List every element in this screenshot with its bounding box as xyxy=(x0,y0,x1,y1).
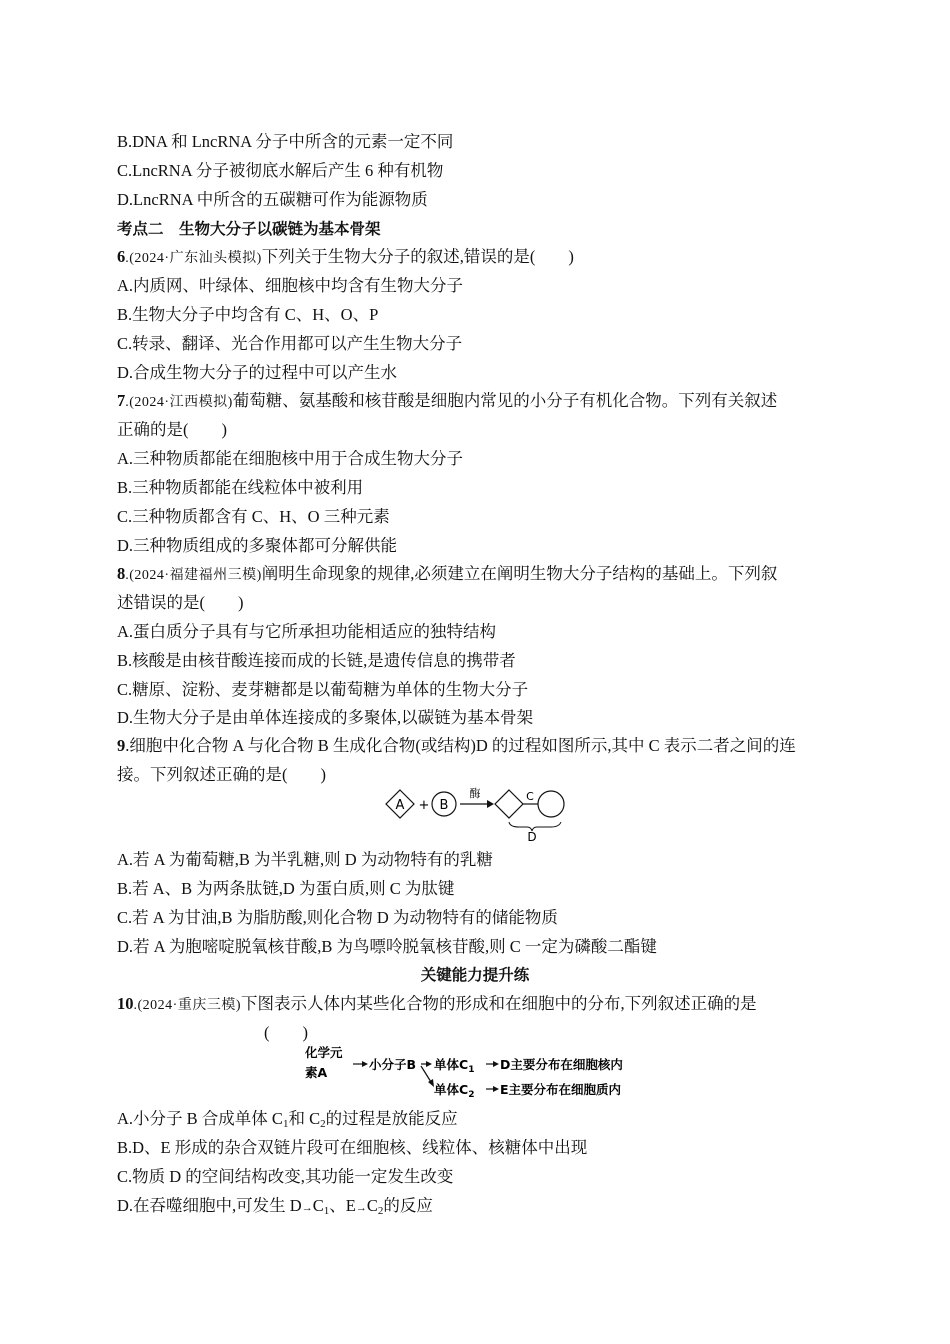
diamond-d-shape xyxy=(495,790,523,818)
q5-option-d: D.LncRNA 中所含的五碳糖可作为能源物质 xyxy=(117,190,428,209)
question-text: .细胞中化合物 A 与化合物 B 生成化合物(或结构)D 的过程如图所示,其中 C 表示二者之间的连 xyxy=(125,736,796,755)
label-element-line1: 化学元 xyxy=(305,1045,343,1060)
q10-option-d xyxy=(117,1196,433,1218)
arrow-symbol: → xyxy=(301,1202,313,1214)
question-6-stem xyxy=(117,247,574,269)
q8-option-a: A.蛋白质分子具有与它所承担功能相适应的独特结构 xyxy=(117,622,497,641)
label-monomer-c1 xyxy=(434,1057,474,1075)
q9-option-d: D.若 A 为胞嘧啶脱氧核苷酸,B 为鸟嘌呤脱氧核苷酸,则 C 一定为磷酸二酯键 xyxy=(117,937,657,956)
question-10-answer-blank: ( ) xyxy=(264,1023,308,1042)
question-text: 下列关于生物大分子的叙述,错误的是( ) xyxy=(261,247,574,266)
label-element-line2: 素A xyxy=(305,1065,328,1080)
question-text: 下图表示人体内某些化合物的形成和在细胞中的分布,下列叙述正确的是 xyxy=(241,994,757,1013)
arrow-head-icon xyxy=(493,1086,499,1092)
subscript: 1 xyxy=(282,1118,289,1130)
label-b: B xyxy=(439,798,449,813)
question-10-stem xyxy=(117,994,757,1016)
question-number: 7 xyxy=(117,391,126,410)
arrow-head-icon xyxy=(487,800,494,808)
option-text: D.在吞噬细胞中,可发生 D xyxy=(117,1196,302,1215)
label-monomer-c2 xyxy=(434,1082,474,1100)
label-e-distribution: E主要分布在细胞质内 xyxy=(500,1082,622,1097)
section-heading-3: 关键能力提升练 xyxy=(420,966,530,984)
q7-option-d: D.三种物质组成的多聚体都可分解供能 xyxy=(117,536,398,555)
q7-option-b: B.三种物质都能在线粒体中被利用 xyxy=(117,478,364,497)
monomer-c1-sub: 1 xyxy=(468,1065,475,1075)
question-source: .(2024·重庆三模) xyxy=(133,998,241,1013)
q6-option-d: D.合成生物大分子的过程中可以产生水 xyxy=(117,363,398,382)
q10-flow-diagram xyxy=(303,1042,648,1100)
label-d: D xyxy=(527,830,537,842)
option-text: A.小分子 B 合成单体 C xyxy=(117,1109,283,1128)
question-number: 8 xyxy=(117,564,126,583)
question-8-stem xyxy=(117,564,777,586)
q10-option-b: B.D、E 形成的杂合双链片段可在细胞核、线粒体、核糖体中出现 xyxy=(117,1138,588,1157)
q8-option-c: C.糖原、淀粉、麦芽糖都是以葡萄糖为单体的生物大分子 xyxy=(117,680,529,699)
label-enzyme: 酶 xyxy=(469,787,481,800)
question-source: .(2024·福建福州三模) xyxy=(125,568,262,583)
q6-option-c: C.转录、翻译、光合作用都可以产生生物大分子 xyxy=(117,334,463,353)
question-8-stem-cont: 述错误的是( ) xyxy=(117,593,244,612)
arrow-head-icon xyxy=(493,1061,499,1067)
q5-option-c: C.LncRNA 分子被彻底水解后产生 6 种有机物 xyxy=(117,161,444,180)
monomer-c1-text: 单体C xyxy=(434,1057,469,1072)
q10-option-a xyxy=(117,1109,458,1129)
option-text: 、E xyxy=(329,1196,356,1215)
question-7-stem-cont: 正确的是( ) xyxy=(117,420,227,439)
subscript: 2 xyxy=(377,1205,384,1217)
question-text: 葡萄糖、氨基酸和核苷酸是细胞内常见的小分子有机化合物。下列有关叙述 xyxy=(232,391,778,410)
arrow-head-icon xyxy=(362,1061,368,1067)
q7-option-a: A.三种物质都能在细胞核中用于合成生物大分子 xyxy=(117,449,464,468)
q8-option-d: D.生物大分子是由单体连接成的多聚体,以碳链为基本骨架 xyxy=(117,708,534,727)
arrow-line xyxy=(421,1066,431,1082)
label-d-distribution: D主要分布在细胞核内 xyxy=(500,1057,623,1072)
section-heading-2: 考点二 生物大分子以碳链为基本骨架 xyxy=(117,220,381,238)
q10-option-c: C.物质 D 的空间结构改变,其功能一定发生改变 xyxy=(117,1167,454,1186)
q5-option-b: B.DNA 和 LncRNA 分子中所含的元素一定不同 xyxy=(117,132,454,151)
arrow-symbol: → xyxy=(355,1202,367,1214)
subscript: 2 xyxy=(320,1118,326,1130)
option-text: 的反应 xyxy=(383,1196,433,1215)
q7-option-c: C.三种物质都含有 C、H、O 三种元素 xyxy=(117,507,390,526)
q8-option-b: B.核酸是由核苷酸连接而成的长链,是遗传信息的携带者 xyxy=(117,651,516,670)
question-number: 9 xyxy=(117,736,126,755)
monomer-c2-text: 单体C xyxy=(434,1082,469,1097)
label-a: A xyxy=(395,798,405,813)
question-9-stem-cont: 接。下列叙述正确的是( ) xyxy=(117,765,326,784)
option-text: 和 C xyxy=(288,1109,321,1128)
q6-option-b: B.生物大分子中均含有 C、H、O、P xyxy=(117,305,379,324)
q6-option-a: A.内质网、叶绿体、细胞核中均含有生物大分子 xyxy=(117,276,464,295)
q9-option-a: A.若 A 为葡萄糖,B 为半乳糖,则 D 为动物特有的乳糖 xyxy=(117,850,493,869)
option-text: 的过程是放能反应 xyxy=(325,1109,458,1128)
monomer-c2-sub: 2 xyxy=(468,1090,475,1100)
question-number: 10 xyxy=(117,994,134,1013)
q9-option-b: B.若 A、B 为两条肽链,D 为蛋白质,则 C 为肽键 xyxy=(117,879,455,898)
question-number: 6 xyxy=(117,247,126,266)
label-small-molecule: 小分子B xyxy=(369,1057,417,1072)
question-text: 阐明生命现象的规律,必须建立在阐明生物大分子结构的基础上。下列叙 xyxy=(261,564,778,583)
question-source: .(2024·广东汕头模拟) xyxy=(125,251,262,266)
question-9-stem xyxy=(117,736,796,756)
label-c: C xyxy=(526,790,534,803)
option-text: C xyxy=(366,1196,378,1215)
label-plus: + xyxy=(418,798,430,813)
circle-d-shape xyxy=(538,791,564,817)
question-7-stem xyxy=(117,391,777,413)
option-text: C xyxy=(312,1196,324,1215)
q9-reaction-diagram xyxy=(383,784,573,842)
question-source: .(2024·江西模拟) xyxy=(125,395,233,410)
q9-option-c: C.若 A 为甘油,B 为脂肪酸,则化合物 D 为动物特有的储能物质 xyxy=(117,908,558,927)
arrow-head-icon xyxy=(426,1061,432,1067)
subscript: 1 xyxy=(323,1205,330,1217)
